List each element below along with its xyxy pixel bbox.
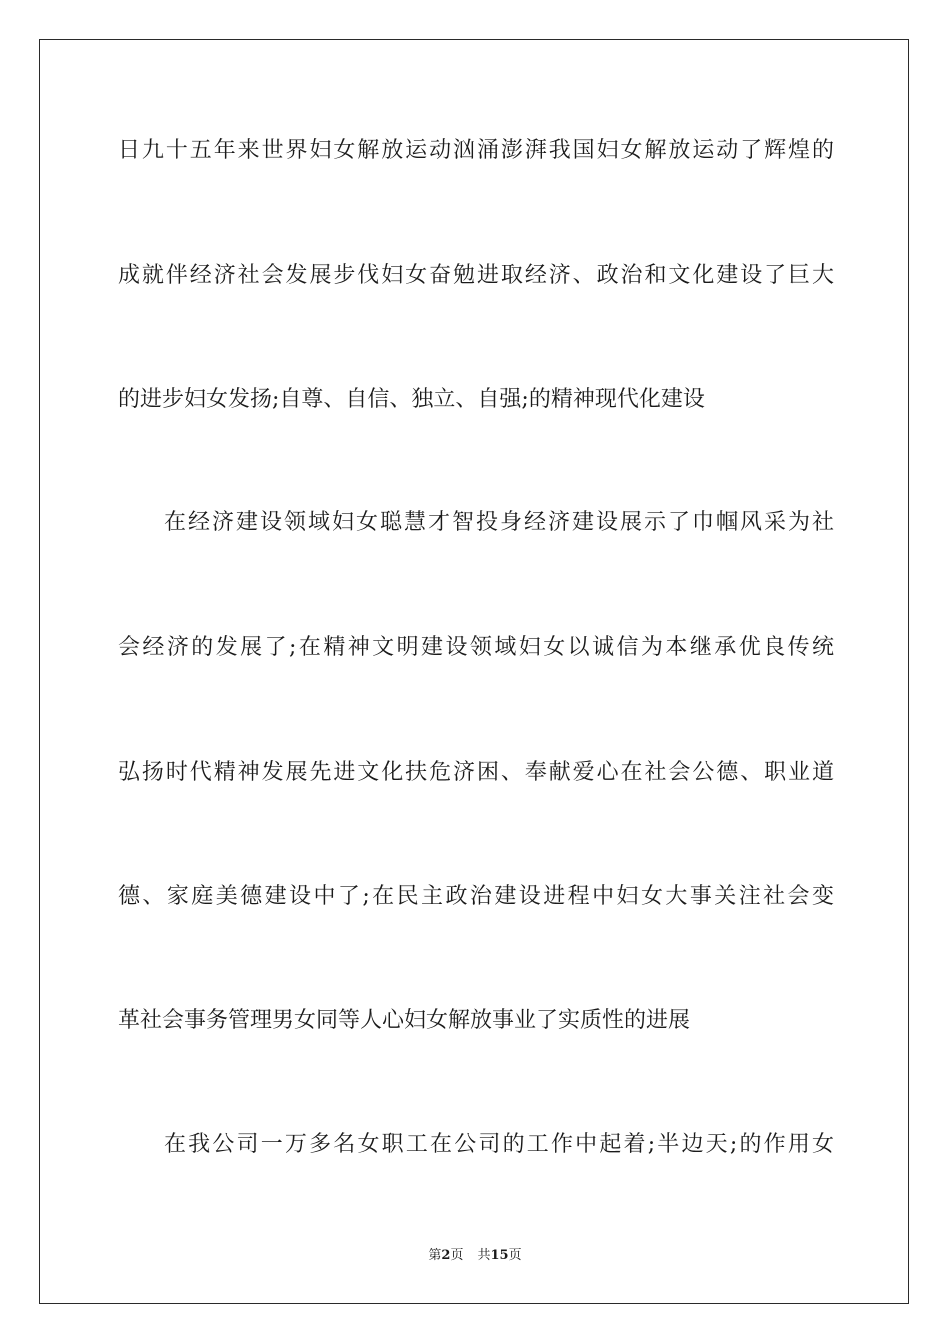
text-line-1: 日九十五年来世界妇女解放运动汹涌澎湃我国妇女解放运动了辉煌的 bbox=[118, 138, 834, 163]
page-footer bbox=[0, 1244, 950, 1263]
text-line-2: 成就伴经济社会发展步伐妇女奋勉进取经济、政治和文化建设了巨大 bbox=[118, 263, 834, 288]
text-line-3: 的进步妇女发扬;自尊、自信、独立、自强;的精神现代化建设 bbox=[118, 387, 705, 412]
text-line-6: 弘扬时代精神发展先进文化扶危济困、奉献爱心在社会公德、职业道 bbox=[118, 760, 834, 785]
footer-page-number: 2 bbox=[441, 1248, 451, 1263]
text-line-9: 在我公司一万多名女职工在公司的工作中起着;半边天;的作用女 bbox=[164, 1132, 834, 1157]
page-border bbox=[39, 39, 909, 1304]
footer-total-pages: 15 bbox=[490, 1248, 509, 1263]
text-line-4: 在经济建设领域妇女聪慧才智投身经济建设展示了巾帼风采为社 bbox=[164, 510, 834, 535]
text-line-5: 会经济的发展了;在精神文明建设领域妇女以诚信为本继承优良传统 bbox=[118, 635, 834, 660]
text-line-7: 德、家庭美德建设中了;在民主政治建设进程中妇女大事关注社会变 bbox=[118, 884, 834, 909]
footer-page-suffix: 页 bbox=[450, 1248, 464, 1263]
footer-total-suffix: 页 bbox=[508, 1248, 522, 1263]
text-line-8: 革社会事务管理男女同等人心妇女解放事业了实质性的进展 bbox=[118, 1008, 691, 1033]
footer-page-prefix: 第 bbox=[428, 1248, 442, 1263]
footer-total-prefix: 共 bbox=[477, 1248, 491, 1263]
